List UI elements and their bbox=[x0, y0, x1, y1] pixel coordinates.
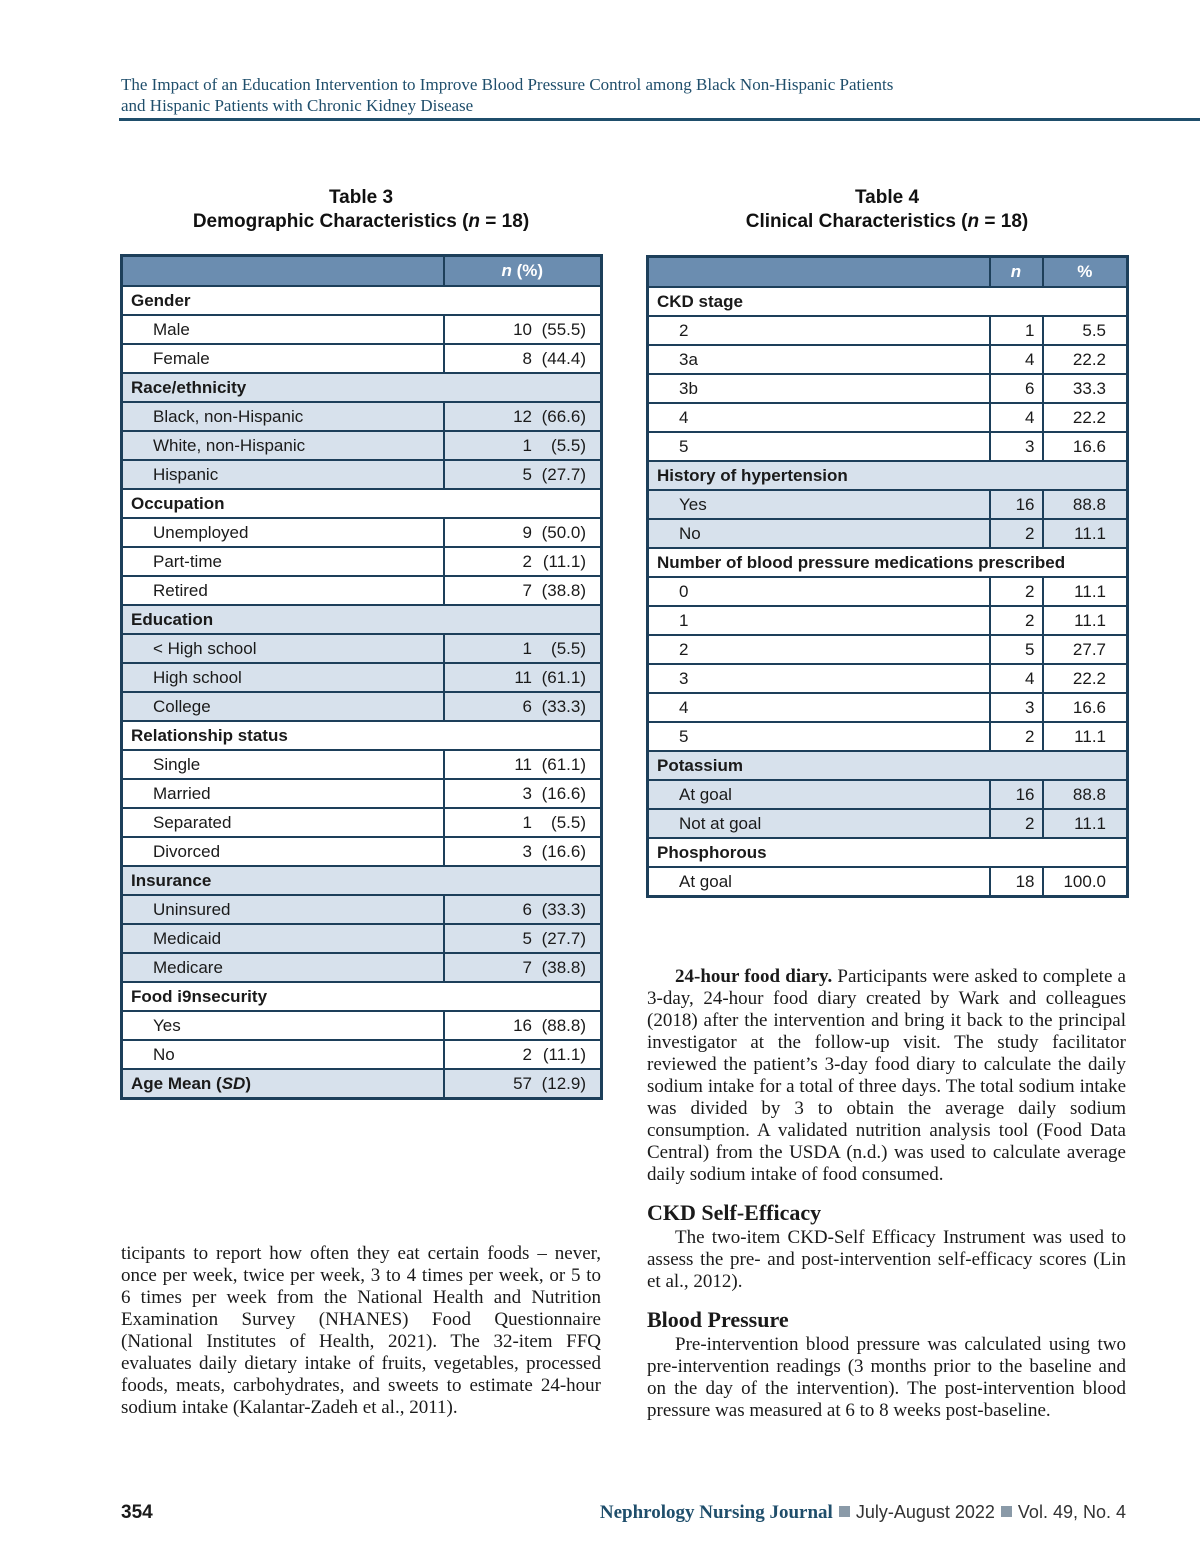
table3-item-label: Female bbox=[122, 344, 444, 373]
table4-n-value: 18 bbox=[990, 867, 1043, 897]
table4-n-value: 3 bbox=[990, 693, 1043, 722]
table3-item-label: Divorced bbox=[122, 837, 444, 866]
table3-row bbox=[122, 1069, 602, 1099]
table3-row bbox=[122, 895, 602, 924]
table3-pct-value: (33.3) bbox=[541, 696, 586, 716]
table3-item-value bbox=[444, 576, 602, 605]
table4-row bbox=[648, 809, 1128, 838]
table3-row bbox=[122, 1040, 602, 1069]
table3-n-value: 8 bbox=[522, 348, 532, 368]
header-rule bbox=[119, 118, 1200, 121]
table3-n-value: 5 bbox=[522, 928, 532, 948]
table4-n-value: 2 bbox=[990, 722, 1043, 751]
table3-item-label: Black, non-Hispanic bbox=[122, 402, 444, 431]
table4-number: Table 4 bbox=[854, 187, 920, 208]
table3-title: Demographic Characteristics (n = 18) bbox=[192, 211, 530, 232]
table4-item-label: 2 bbox=[648, 316, 990, 345]
table3-row bbox=[122, 779, 602, 808]
table3-row bbox=[122, 663, 602, 692]
table4-category-row bbox=[648, 751, 1128, 780]
table3-item-value bbox=[444, 750, 602, 779]
table3-age-label: Age Mean (SD) bbox=[122, 1069, 444, 1099]
table3-item-label: Male bbox=[122, 315, 444, 344]
table3-item-label: No bbox=[122, 1040, 444, 1069]
table4-item-label: At goal bbox=[648, 867, 990, 897]
table4-n-value: 4 bbox=[990, 403, 1043, 432]
table4-category-label: CKD stage bbox=[648, 287, 1128, 316]
table4-item-label: 4 bbox=[648, 693, 990, 722]
table4-pct-value: 27.7 bbox=[1043, 635, 1128, 664]
table3-category-label: Race/ethnicity bbox=[122, 373, 602, 402]
table3-item-value bbox=[444, 344, 602, 373]
table3-n-value: 11 bbox=[514, 667, 532, 687]
table3-item-label: < High school bbox=[122, 634, 444, 663]
table3-pct-value: (61.1) bbox=[541, 667, 586, 687]
table3 bbox=[120, 254, 603, 1100]
volume-issue: Vol. 49, No. 4 bbox=[1017, 1502, 1126, 1522]
table3-pct-value: (12.9) bbox=[541, 1073, 586, 1093]
separator-square-icon bbox=[839, 1506, 850, 1517]
table3-pct-value: (11.1) bbox=[542, 1044, 586, 1064]
table4-pct-value: 22.2 bbox=[1043, 345, 1128, 374]
table3-category-label: Gender bbox=[122, 286, 602, 315]
table3-item-label: Hispanic bbox=[122, 460, 444, 489]
food-diary-text: Participants were asked to complete a 3-day, 24-hour food diary created by Wark and colleagues (2018) after the intervention and bring it back to the principal investigator at the follow-up visit. The study facilitator reviewed the patient’s 3-day food diary to calculate the daily sodium intake for a total of three days. The total sodium intake was divided by 3 to obtain the average daily sodium consumption. A validated nutrition analysis tool (Food Data Central) from the USDA (n.d.) was used to calculate average daily sodium intake of food consumed. bbox=[647, 966, 1126, 1185]
table3-n-value: 9 bbox=[522, 522, 532, 542]
table3-n-value: 6 bbox=[522, 899, 532, 919]
table3-pct-value: (16.6) bbox=[541, 783, 586, 803]
table4-item-label: 5 bbox=[648, 432, 990, 461]
table4-row bbox=[648, 519, 1128, 548]
table4-item-label: 2 bbox=[648, 635, 990, 664]
table3-item-label: Yes bbox=[122, 1011, 444, 1040]
running-header-line1: The Impact of an Education Intervention to Improve Blood Pressure Control among Black Non-Hispanic Patients bbox=[121, 75, 894, 94]
table4-category-row bbox=[648, 287, 1128, 316]
section-blood-pressure-text: Pre-intervention blood pressure was calculated using two pre-intervention readings (3 months prior to the baseline and on the day of the intervention). The post-intervention blood pressure was measured at 6 to 8 weeks post-baseline. bbox=[647, 1334, 1126, 1421]
table4-row bbox=[648, 722, 1128, 751]
table3-row bbox=[122, 547, 602, 576]
table3-pct-value: (5.5) bbox=[551, 638, 586, 658]
table3-item-value bbox=[444, 315, 602, 344]
table4-row bbox=[648, 432, 1128, 461]
table4-category-row bbox=[648, 548, 1128, 577]
table4-n-value: 4 bbox=[990, 664, 1043, 693]
table3-item-label: College bbox=[122, 692, 444, 721]
table3-pct-value: (27.7) bbox=[541, 464, 586, 484]
table3-item-value bbox=[444, 837, 602, 866]
table3-pct-value: (44.4) bbox=[541, 348, 586, 368]
table4-pct-value: 88.8 bbox=[1043, 490, 1128, 519]
table3-n-value: 1 bbox=[522, 638, 532, 658]
table3-pct-value: (38.8) bbox=[541, 957, 586, 977]
table3-n-value: 11 bbox=[514, 754, 532, 774]
table4-item-label: Yes bbox=[648, 490, 990, 519]
table3-category-row bbox=[122, 489, 602, 518]
table4-row bbox=[648, 490, 1128, 519]
table4-row bbox=[648, 606, 1128, 635]
table4-header-n: n bbox=[990, 257, 1043, 288]
footer-journal-info bbox=[600, 1502, 1126, 1524]
table3-n-value: 2 bbox=[522, 1044, 532, 1064]
table4-n-value: 5 bbox=[990, 635, 1043, 664]
table3-item-label: Retired bbox=[122, 576, 444, 605]
table4-caption bbox=[646, 186, 1128, 234]
table4-title: Clinical Characteristics (n = 18) bbox=[745, 211, 1029, 232]
table3-item-value bbox=[444, 663, 602, 692]
table3-item-value bbox=[444, 924, 602, 953]
table3-n-value: 3 bbox=[522, 841, 532, 861]
table4-category-label: Phosphorous bbox=[648, 838, 1128, 867]
table3-category-row bbox=[122, 286, 602, 315]
table4-pct-value: 11.1 bbox=[1043, 606, 1128, 635]
table3-pct-value: (11.1) bbox=[542, 551, 586, 571]
table3-pct-value: (5.5) bbox=[551, 435, 586, 455]
table3-pct-value: (55.5) bbox=[541, 319, 586, 339]
table3-n-value: 16 bbox=[513, 1015, 532, 1035]
table3-n-value: 10 bbox=[513, 319, 532, 339]
table3-item-label: Medicare bbox=[122, 953, 444, 982]
table3-n-value: 5 bbox=[522, 464, 532, 484]
table3-item-value bbox=[444, 953, 602, 982]
table3-header-empty bbox=[122, 256, 444, 287]
table3-pct-value: (16.6) bbox=[541, 841, 586, 861]
table4-pct-value: 88.8 bbox=[1043, 780, 1128, 809]
table3-row bbox=[122, 1011, 602, 1040]
left-paragraph: ticipants to report how often they eat certain foods – never, once per week, twice per week, 3 to 4 times per week, or 5 to 6 times per week from the National Health and Nutrition Examination Survey (NHANES) Food Questionnaire (National Institutes of Health, 2021). The 32-item FFQ evaluates daily dietary intake of fruits, vegetables, processed foods, meats, carbohydrates, and sweets to estimate 24-hour sodium intake (Kalantar-Zadeh et al., 2011). bbox=[121, 1243, 601, 1418]
table3-item-value bbox=[444, 808, 602, 837]
table4-pct-value: 11.1 bbox=[1043, 519, 1128, 548]
table3-pct-value: (66.6) bbox=[541, 406, 586, 426]
section-blood-pressure-title: Blood Pressure bbox=[647, 1307, 789, 1332]
table4-item-label: 5 bbox=[648, 722, 990, 751]
table3-item-value bbox=[444, 634, 602, 663]
table3-row bbox=[122, 315, 602, 344]
food-diary-paragraph bbox=[647, 966, 1126, 1186]
table3-category-row bbox=[122, 866, 602, 895]
table3-item-value bbox=[444, 547, 602, 576]
table3-category-label: Education bbox=[122, 605, 602, 634]
journal-name: Nephrology Nursing Journal bbox=[599, 1502, 833, 1523]
table4-pct-value: 11.1 bbox=[1043, 577, 1128, 606]
table3-pct-value: (5.5) bbox=[551, 812, 586, 832]
table3-item-value bbox=[444, 1040, 602, 1069]
table4-row bbox=[648, 635, 1128, 664]
table4-n-value: 3 bbox=[990, 432, 1043, 461]
table4-pct-value: 16.6 bbox=[1043, 432, 1128, 461]
table3-row bbox=[122, 634, 602, 663]
table4-item-label: At goal bbox=[648, 780, 990, 809]
table3-row bbox=[122, 953, 602, 982]
table3-header-n: n (%) bbox=[444, 256, 602, 287]
table3-n-value: 1 bbox=[522, 435, 532, 455]
table3-row bbox=[122, 431, 602, 460]
table3-category-row bbox=[122, 605, 602, 634]
table3-item-label: Uninsured bbox=[122, 895, 444, 924]
food-diary-heading: 24-hour food diary. bbox=[675, 966, 833, 987]
table3-item-value bbox=[444, 460, 602, 489]
table4-pct-value: 5.5 bbox=[1043, 316, 1128, 345]
table4-pct-value: 100.0 bbox=[1043, 867, 1128, 897]
table3-category-label: Occupation bbox=[122, 489, 602, 518]
table4-row bbox=[648, 577, 1128, 606]
table3-pct-value: (27.7) bbox=[541, 928, 586, 948]
running-header bbox=[121, 74, 1021, 116]
table3-n-value: 12 bbox=[513, 406, 532, 426]
table4-row bbox=[648, 316, 1128, 345]
table3-number: Table 3 bbox=[328, 187, 394, 208]
table3-row bbox=[122, 924, 602, 953]
page-number: 354 bbox=[121, 1502, 153, 1523]
table4-n-value: 16 bbox=[990, 490, 1043, 519]
table3-n-value: 1 bbox=[522, 812, 532, 832]
table3-row bbox=[122, 692, 602, 721]
table3-item-value bbox=[444, 402, 602, 431]
table4-n-value: 6 bbox=[990, 374, 1043, 403]
table3-row bbox=[122, 808, 602, 837]
table3-item-value bbox=[444, 1011, 602, 1040]
table4-pct-value: 16.6 bbox=[1043, 693, 1128, 722]
table3-row bbox=[122, 402, 602, 431]
table3-item-label: High school bbox=[122, 663, 444, 692]
table3-pct-value: (50.0) bbox=[541, 522, 586, 542]
table4-n-value: 2 bbox=[990, 577, 1043, 606]
table4-category-label: Number of blood pressure medications prescribed bbox=[648, 548, 1128, 577]
table3-item-label: Part-time bbox=[122, 547, 444, 576]
section-ckd-self-efficacy-title: CKD Self-Efficacy bbox=[647, 1200, 822, 1225]
table4-row bbox=[648, 780, 1128, 809]
table3-row bbox=[122, 518, 602, 547]
table4-item-label: 3 bbox=[648, 664, 990, 693]
section-ckd-self-efficacy-text: The two-item CKD-Self Efficacy Instrument was used to assess the pre- and post-intervention self-efficacy scores (Lin et al., 2012). bbox=[647, 1227, 1126, 1292]
table3-n-value: 2 bbox=[522, 551, 532, 571]
table4-row bbox=[648, 867, 1128, 897]
table3-item-label: Medicaid bbox=[122, 924, 444, 953]
running-header-line2: and Hispanic Patients with Chronic Kidney Disease bbox=[121, 96, 474, 115]
table3-n-value: 7 bbox=[522, 580, 532, 600]
table4-category-label: History of hypertension bbox=[648, 461, 1128, 490]
table4-item-label: 0 bbox=[648, 577, 990, 606]
table3-n-value: 7 bbox=[522, 957, 532, 977]
table4-header-empty bbox=[648, 257, 990, 288]
table3-pct-value: (88.8) bbox=[541, 1015, 586, 1035]
table3-n-value: 3 bbox=[522, 783, 532, 803]
table3-item-label: Married bbox=[122, 779, 444, 808]
table4-pct-value: 22.2 bbox=[1043, 403, 1128, 432]
table4-row bbox=[648, 403, 1128, 432]
table4-n-value: 4 bbox=[990, 345, 1043, 374]
table4-pct-value: 11.1 bbox=[1043, 722, 1128, 751]
table3-item-value bbox=[444, 692, 602, 721]
table4-pct-value: 22.2 bbox=[1043, 664, 1128, 693]
table3-row bbox=[122, 750, 602, 779]
table4-category-row bbox=[648, 461, 1128, 490]
table3-category-label: Relationship status bbox=[122, 721, 602, 750]
table3-item-value bbox=[444, 895, 602, 924]
table3-row bbox=[122, 576, 602, 605]
table3-category-row bbox=[122, 721, 602, 750]
table4-n-value: 16 bbox=[990, 780, 1043, 809]
table3-item-value bbox=[444, 779, 602, 808]
table3-category-label: Insurance bbox=[122, 866, 602, 895]
table3-item-value bbox=[444, 431, 602, 460]
table3-category-row bbox=[122, 982, 602, 1011]
table4 bbox=[646, 255, 1129, 898]
table3-pct-value: (61.1) bbox=[541, 754, 586, 774]
table3-row bbox=[122, 837, 602, 866]
table3-pct-value: (38.8) bbox=[541, 580, 586, 600]
issue-date: July-August 2022 bbox=[855, 1502, 995, 1522]
table4-n-value: 2 bbox=[990, 519, 1043, 548]
table4-item-label: 1 bbox=[648, 606, 990, 635]
table4-item-label: 4 bbox=[648, 403, 990, 432]
table4-item-label: 3a bbox=[648, 345, 990, 374]
table3-item-label: Separated bbox=[122, 808, 444, 837]
table4-row bbox=[648, 693, 1128, 722]
table4-pct-value: 11.1 bbox=[1043, 809, 1128, 838]
table4-item-label: No bbox=[648, 519, 990, 548]
table3-caption bbox=[120, 186, 602, 234]
table3-item-label: Unemployed bbox=[122, 518, 444, 547]
table4-row bbox=[648, 345, 1128, 374]
table3-n-value: 6 bbox=[522, 696, 532, 716]
table3-row bbox=[122, 460, 602, 489]
table3-age-value bbox=[444, 1069, 602, 1099]
table3-item-value bbox=[444, 518, 602, 547]
table3-category-label: Food i9nsecurity bbox=[122, 982, 602, 1011]
table3-item-label: White, non-Hispanic bbox=[122, 431, 444, 460]
table3-category-row bbox=[122, 373, 602, 402]
table4-item-label: Not at goal bbox=[648, 809, 990, 838]
table3-n-value: 57 bbox=[513, 1073, 532, 1093]
table3-item-label: Single bbox=[122, 750, 444, 779]
table4-n-value: 2 bbox=[990, 606, 1043, 635]
table3-row bbox=[122, 344, 602, 373]
separator-square-icon bbox=[1001, 1506, 1012, 1517]
table4-row bbox=[648, 374, 1128, 403]
table3-pct-value: (33.3) bbox=[541, 899, 586, 919]
table4-pct-value: 33.3 bbox=[1043, 374, 1128, 403]
table4-header-pct: % bbox=[1043, 257, 1128, 288]
table4-n-value: 1 bbox=[990, 316, 1043, 345]
table4-category-label: Potassium bbox=[648, 751, 1128, 780]
table4-item-label: 3b bbox=[648, 374, 990, 403]
table4-row bbox=[648, 664, 1128, 693]
table4-n-value: 2 bbox=[990, 809, 1043, 838]
table4-category-row bbox=[648, 838, 1128, 867]
